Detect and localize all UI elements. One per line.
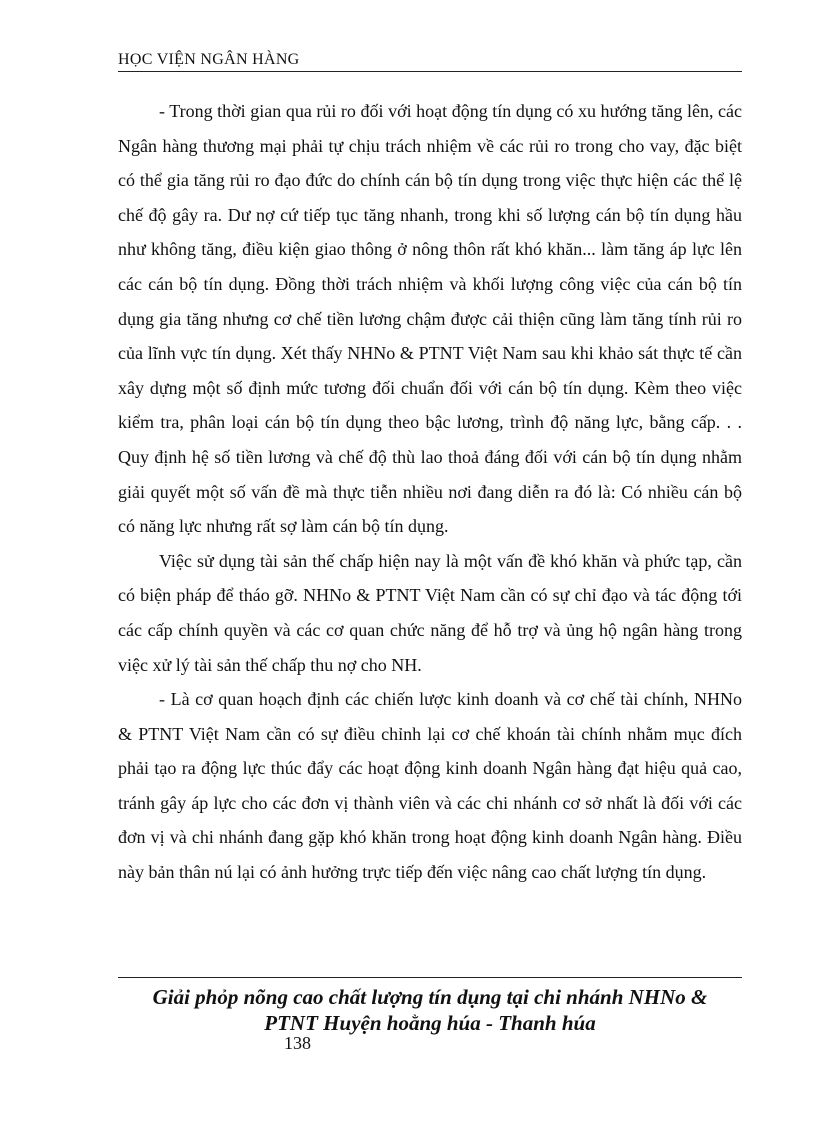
- document-header: HỌC VIỆN NGÂN HÀNG: [118, 51, 300, 68]
- paragraph-credit-risk: - Trong thời gian qua rủi ro đối với hoạt động tín dụng có xu hướng tăng lên, các Ngân hàng thương mại phải tự chịu trách nhiệm về các rủi ro trong cho vay, đặc biệt có thể gia tăng rủi ro đạo đức do chính cán bộ tín dụng trong việc thực hiện các thể lệ chế độ gây ra. Dư nợ cứ tiếp tục tăng nhanh, trong khi số lượng cán bộ tín dụng hầu như không tăng, điều kiện giao thông ở nông thôn rất khó khăn... làm tăng áp lực lên các cán bộ tín dụng. Đồng thời trách nhiệm và khối lượng công việc của cán bộ tín dụng gia tăng nhưng cơ chế tiền lương chậm được cải thiện cũng làm tăng tính rủi ro của lĩnh vực tín dụng. Xét thấy NHNo & PTNT Việt Nam sau khi khảo sát thực tế cần xây dựng một số định mức tương đối chuẩn đối với cán bộ tín dụng. Kèm theo việc kiểm tra, phân loại cán bộ tín dụng theo bậc lương, trình độ năng lực, bằng cấp. . . Quy định hệ số tiền lương và chế độ thù lao thoả đáng đối với cán bộ tín dụng nhằm giải quyết một số vấn đề mà thực tiễn nhiều nơi đang diễn ra đó là: Có nhiều cán bộ có năng lực nhưng rất sợ làm cán bộ tín dụng.: [118, 101, 742, 537]
- document-body: [118, 94, 742, 890]
- footer-title: [118, 984, 742, 1036]
- footer-title-line-1: Giải phỏp nõng cao chất lượng tín dụng tại chi nhánh NHNo &: [152, 985, 708, 1009]
- footer-divider: [118, 977, 742, 978]
- header-divider: [118, 71, 742, 72]
- footer-title-line-2: PTNT Huyện hoằng húa - Thanh húa: [264, 1011, 596, 1035]
- paragraph-collateral: Việc sử dụng tài sản thế chấp hiện nay là một vấn đề khó khăn và phức tạp, cần có biện pháp để tháo gỡ. NHNo & PTNT Việt Nam cần có sự chỉ đạo và tác động tới các cấp chính quyền và các cơ quan chức năng để hỗ trợ và ủng hộ ngân hàng trong việc xử lý tài sản thế chấp thu nợ cho NH.: [118, 550, 742, 675]
- paragraph-financial-mechanism: - Là cơ quan hoạch định các chiến lược kinh doanh và cơ chế tài chính, NHNo & PTNT Việt Nam cần có sự điều chỉnh lại cơ chế khoán tài chính nhằm mục đích phải tạo ra động lực thúc đẩy các hoạt động kinh doanh Ngân hàng đạt hiệu quả cao, tránh gây áp lực cho các đơn vị thành viên và các chi nhánh cơ sở nhất là đối với các đơn vị và chi nhánh đang gặp khó khăn trong hoạt động kinh doanh Ngân hàng. Điều này bản thân nú lại có ảnh hưởng trực tiếp đến việc nâng cao chất lượng tín dụng.: [118, 689, 742, 883]
- page-number: 138: [284, 1033, 311, 1053]
